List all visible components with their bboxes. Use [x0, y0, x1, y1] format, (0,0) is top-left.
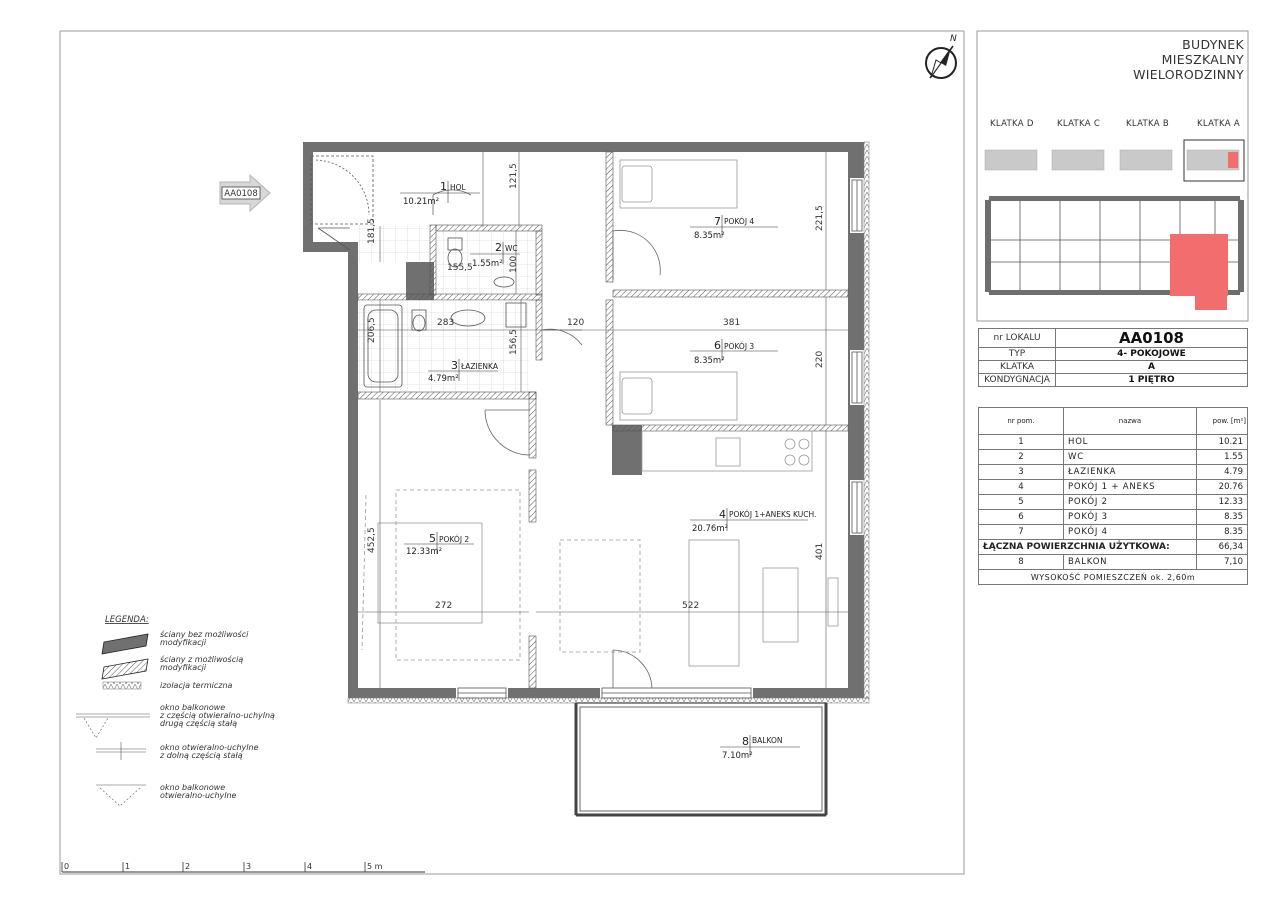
unit-highlight-key-plan	[1170, 234, 1228, 296]
info-value: A	[1056, 361, 1248, 374]
dim-label: 401	[815, 542, 825, 560]
scale-label: 5 m	[367, 862, 383, 871]
table-cell: 4	[979, 480, 1064, 495]
north-compass-icon	[926, 34, 957, 78]
table-row	[979, 465, 1248, 480]
table-cell: 3	[979, 465, 1064, 480]
room-label-7	[690, 215, 778, 241]
dim-label: 381	[723, 318, 741, 328]
legend-hatched-wall-icon	[102, 659, 148, 679]
room-label-8	[720, 735, 800, 761]
column-header: nazwa	[1064, 408, 1197, 435]
balcony	[576, 703, 826, 815]
table-cell: BALKON	[1064, 555, 1197, 570]
svg-text:7: 7	[714, 215, 721, 228]
legend-item-text: izolacja termiczna	[160, 681, 233, 690]
height-note: WYSOKOŚĆ POMIESZCZEŃ ok. 2,60m	[979, 570, 1248, 585]
svg-text:4: 4	[719, 508, 726, 521]
building-title	[1110, 37, 1244, 82]
legend-title: LEGENDA:	[105, 615, 149, 625]
table-cell: 20.76	[1197, 480, 1248, 495]
table-cell: 1	[979, 435, 1064, 450]
klatka-label: KLATKA A	[1197, 119, 1241, 129]
klatka-label: KLATKA B	[1126, 119, 1170, 129]
table-cell: 10.21	[1197, 435, 1248, 450]
svg-text:HOL: HOL	[450, 183, 466, 192]
svg-text:POKÓJ 4: POKÓJ 4	[724, 217, 755, 226]
info-row	[979, 361, 1248, 374]
scale-label: 0	[64, 862, 70, 871]
info-value: AA0108	[1056, 329, 1248, 348]
total-value: 66,34	[1197, 540, 1248, 555]
room-label-4	[690, 508, 816, 534]
table-row	[979, 450, 1248, 465]
svg-text:1.55m²: 1.55m²	[472, 259, 503, 269]
table-row	[979, 510, 1248, 525]
legend-window-icons	[76, 714, 150, 806]
klatka-label: KLATKA C	[1057, 119, 1101, 129]
dim-label: 121,5	[509, 163, 519, 189]
table-cell: 7	[979, 525, 1064, 540]
legend-item-text: drugą częścią stałą	[160, 719, 238, 728]
svg-text:8.35m²: 8.35m²	[694, 231, 725, 241]
svg-text:ŁAZIENKA: ŁAZIENKA	[461, 362, 498, 371]
room-label-6	[690, 339, 778, 366]
table-cell: 1.55	[1197, 450, 1248, 465]
info-row	[979, 374, 1248, 387]
thermal-insulation-south	[348, 698, 869, 703]
column-header: pow. [m²]	[1197, 408, 1248, 435]
legend-item-text: otwieralno-uchylne	[160, 791, 237, 800]
dim-label: 156,5	[509, 329, 519, 355]
rooms-area-table	[978, 407, 1248, 585]
unit-entry-tag: AA0108	[224, 189, 258, 199]
column-header: nr pom.	[979, 408, 1064, 435]
table-row	[979, 525, 1248, 540]
table-cell: 8	[979, 555, 1064, 570]
table-cell: 8.35	[1197, 525, 1248, 540]
svg-text:4.79m²: 4.79m²	[428, 374, 459, 384]
legend-item-text: z dolną częścią stałą	[160, 751, 243, 760]
total-row	[979, 540, 1248, 555]
legend-item-text: modyfikacji	[160, 638, 207, 647]
legend-item-text: okno otwieralno-uchylne	[160, 743, 259, 752]
total-label: ŁĄCZNA POWIERZCHNIA UŻYTKOWA:	[979, 540, 1197, 555]
info-value: 4- POKOJOWE	[1056, 348, 1248, 361]
svg-text:8.35m²: 8.35m²	[694, 356, 725, 366]
building-title-line: WIELORODZINNY	[1133, 67, 1244, 82]
info-row	[979, 348, 1248, 361]
svg-text:POKÓJ 3: POKÓJ 3	[724, 342, 755, 351]
unit-info-table	[978, 328, 1248, 387]
thermal-insulation-east	[864, 142, 869, 698]
dim-label: 181,5	[367, 218, 377, 244]
table-row	[979, 435, 1248, 450]
table-cell: WC	[1064, 450, 1197, 465]
table-cell: 6	[979, 510, 1064, 525]
table-cell: POKÓJ 2	[1064, 495, 1197, 510]
svg-text:WC: WC	[505, 244, 518, 253]
legend-item-text: okno balkonowe	[160, 783, 226, 792]
dim-label: 100	[509, 255, 519, 273]
legend-item-text: modyfikacji	[160, 663, 207, 672]
table-row	[979, 480, 1248, 495]
dim-label: 452,5	[367, 527, 377, 553]
table-cell: 12.33	[1197, 495, 1248, 510]
legend-item-text: ściany z możliwością	[160, 655, 244, 664]
dim-label: 221,5	[815, 205, 825, 231]
room-label-5	[404, 532, 474, 557]
legend-insulation-icon	[103, 682, 141, 689]
klatka-label: KLATKA D	[990, 119, 1034, 129]
svg-text:POKÓJ 1+ANEKS KUCH.: POKÓJ 1+ANEKS KUCH.	[729, 510, 817, 519]
svg-text:5: 5	[429, 532, 436, 545]
info-row	[979, 329, 1248, 348]
table-cell: POKÓJ 3	[1064, 510, 1197, 525]
balcony-highlight-key-plan	[1195, 292, 1227, 310]
svg-text:8: 8	[742, 735, 749, 748]
info-key: TYP	[979, 348, 1056, 361]
legend-item-text: okno balkonowe	[160, 703, 226, 712]
svg-text:POKÓJ 2: POKÓJ 2	[439, 535, 470, 544]
table-cell: POKÓJ 4	[1064, 525, 1197, 540]
balcony-row	[979, 555, 1248, 570]
compass-label: N	[950, 34, 957, 44]
scale-label: 4	[307, 862, 313, 871]
svg-text:1: 1	[440, 180, 447, 193]
table-cell: ŁAZIENKA	[1064, 465, 1197, 480]
dim-label: 283	[437, 318, 455, 328]
partition-walls	[358, 152, 848, 688]
table-cell: 8.35	[1197, 510, 1248, 525]
legend-solid-wall-icon	[102, 634, 148, 654]
svg-text:10.21m²: 10.21m²	[403, 197, 440, 207]
scale-label: 3	[246, 862, 252, 871]
dim-label: 155,5	[447, 263, 473, 273]
info-key: nr LOKALU	[979, 329, 1056, 348]
scale-label: 1	[125, 862, 131, 871]
dim-label: 220	[815, 350, 825, 368]
legend	[76, 615, 275, 806]
klatka-thumbnails	[985, 140, 1244, 181]
svg-text:2: 2	[495, 241, 502, 254]
scale-bar	[62, 862, 425, 872]
klatka-a-highlight	[1228, 152, 1238, 168]
info-key: KLATKA	[979, 361, 1056, 374]
dim-label: 522	[682, 601, 700, 611]
legend-item-text: z częścią otwieralno-uchylną	[160, 711, 275, 720]
svg-text:6: 6	[714, 339, 721, 352]
svg-text:BALKON: BALKON	[752, 736, 783, 745]
table-row	[979, 495, 1248, 510]
table-cell: HOL	[1064, 435, 1197, 450]
info-value: 1 PIĘTRO	[1056, 374, 1248, 387]
svg-text:12.33m²: 12.33m²	[406, 547, 443, 557]
dim-label: 120	[567, 318, 585, 328]
building-title-line: MIESZKALNY	[1161, 52, 1244, 67]
table-cell: POKÓJ 1 + ANEKS	[1064, 480, 1197, 495]
table-cell: 2	[979, 450, 1064, 465]
svg-text:20.76m²: 20.76m²	[692, 524, 729, 534]
svg-text:3: 3	[451, 359, 458, 372]
height-row	[979, 570, 1248, 585]
info-key: KONDYGNACJA	[979, 374, 1056, 387]
scale-label: 2	[185, 862, 191, 871]
dim-label: 206,5	[367, 317, 377, 343]
table-cell: 7,10	[1197, 555, 1248, 570]
building-title-line: BUDYNEK	[1182, 37, 1244, 52]
svg-text:7.10m²: 7.10m²	[722, 751, 753, 761]
legend-item-text: ściany bez możliwości	[160, 630, 249, 639]
table-cell: 4.79	[1197, 465, 1248, 480]
unit-entry-arrow	[220, 175, 270, 211]
dim-label: 272	[435, 601, 453, 611]
table-cell: 5	[979, 495, 1064, 510]
building-key-plan	[985, 196, 1244, 310]
